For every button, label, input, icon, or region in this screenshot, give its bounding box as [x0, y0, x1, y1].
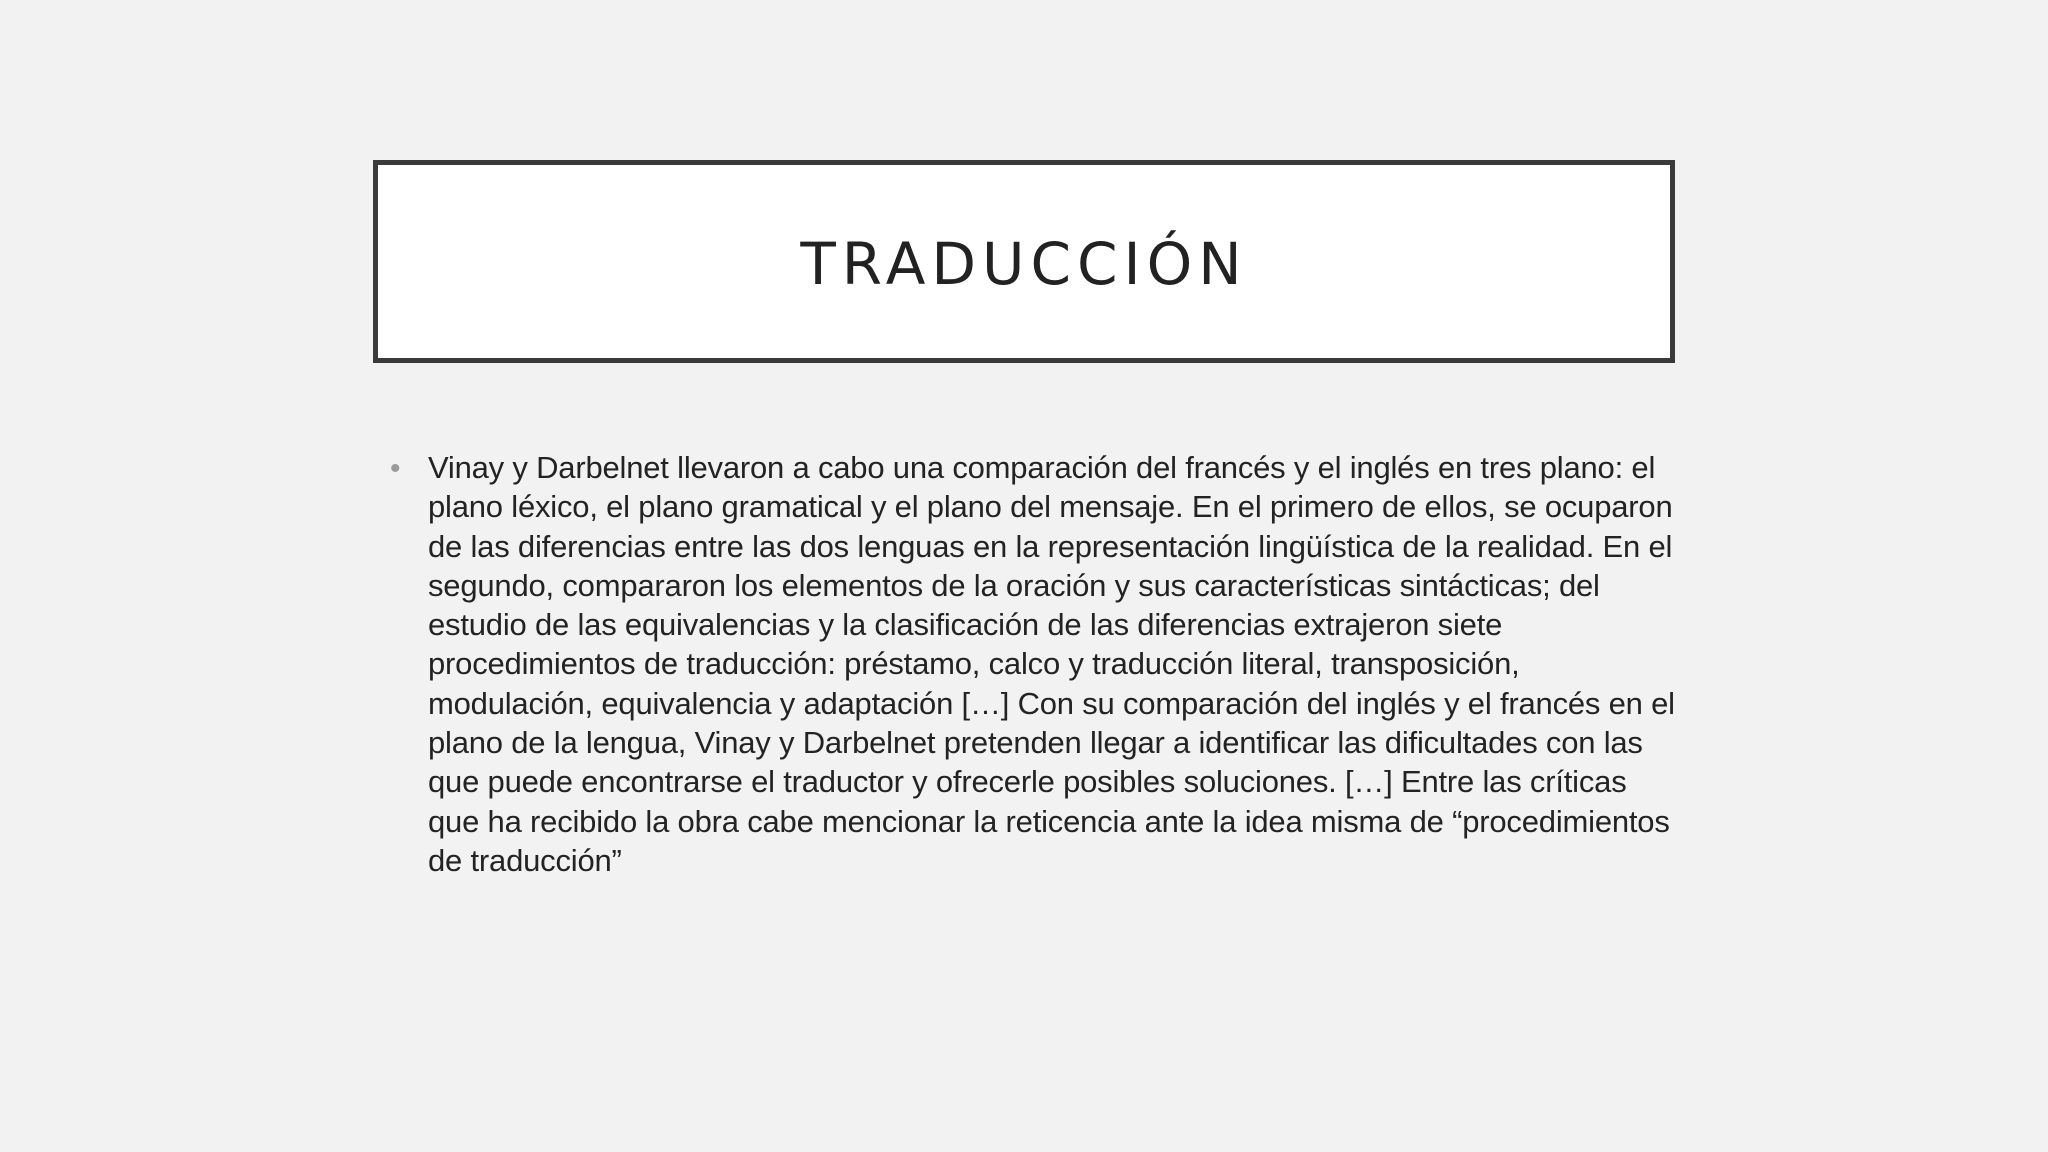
- bullet-dot-icon: •: [390, 452, 401, 485]
- bullet-item: [380, 448, 1680, 880]
- bullet-text: Vinay y Darbelnet llevaron a cabo una comparación del francés y el inglés en tres plano: el plano léxico, el plano gramatical y el plano del mensaje. En el primero de ellos, se ocuparon de las diferencias entre las dos lenguas en la representación lingüística de la realidad. En el segundo, compararon los elementos de la oración y sus características sintácticas; del estudio de las equivalencias y la clasificación de las diferencias extrajeron siete procedimientos de traducción: préstamo, calco y traducción literal, transposición, modulación, equivalencia y adaptación […] Con su comparación del inglés y el francés en el plano de la lengua, Vinay y Darbelnet pretenden llegar a identificar las dificultades con las que puede encontrarse el traductor y ofrecerle posibles soluciones. […] Entre las críticas que ha recibido la obra cabe mencionar la reticencia ante la idea misma de “procedimientos de traducción”: [428, 450, 1675, 878]
- title-box: [373, 160, 1675, 363]
- slide-title: TRADUCCIÓN: [800, 229, 1248, 298]
- slide-content: [380, 448, 1680, 880]
